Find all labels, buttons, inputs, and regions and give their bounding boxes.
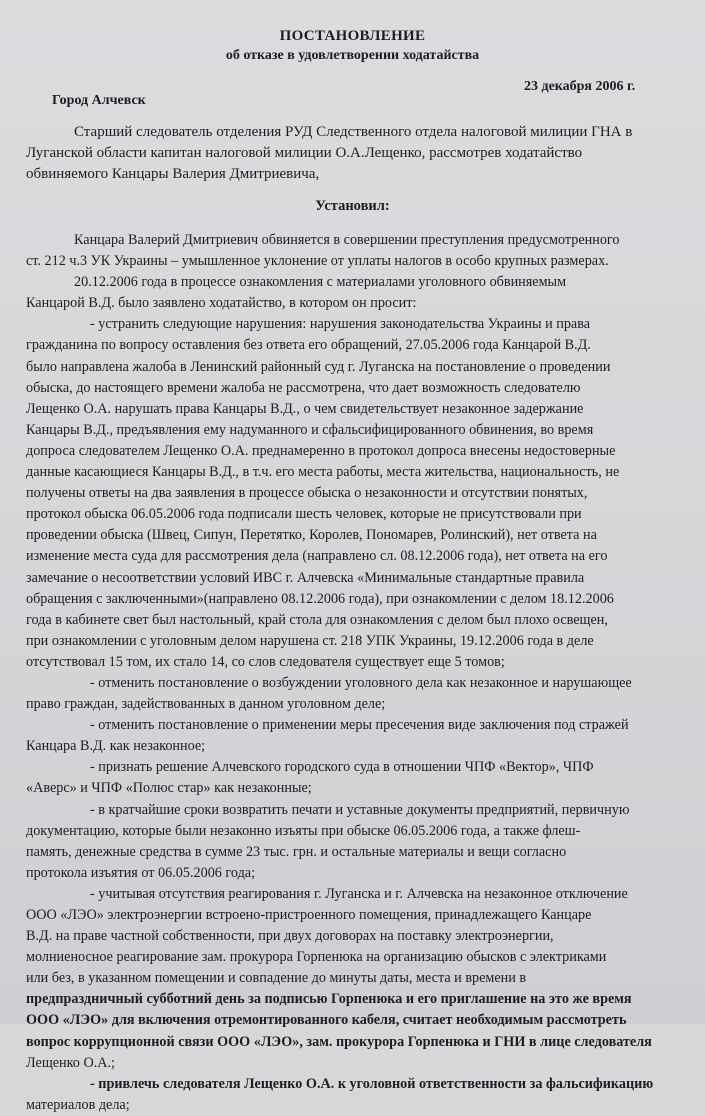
body-line: 20.12.2006 года в процессе ознакомления с материалами уголовного обвиняемым <box>74 274 567 291</box>
document-body <box>26 230 690 1116</box>
body-line: протокола изъятия от 06.05.2006 года; <box>26 864 256 881</box>
body-line: Канцарой В.Д. было заявлено ходатайство, в котором он просит: <box>26 295 417 312</box>
body-line: протокол обыска 06.05.2006 года подписали шесть человек, которые не присутствовали при <box>26 506 582 523</box>
body-line: предпраздничный субботний день за подписью Горпенюка и его приглашение на это же время <box>26 991 632 1008</box>
body-line: вопрос коррупционной связи ООО «ЛЭО», зам. прокурора Горпенюка и ГНИ в лице следователя <box>26 1033 652 1050</box>
body-line: при ознакомлении с уголовным делом нарушена ст. 218 УПК Украины, 19.12.2006 года в деле <box>26 632 594 649</box>
intro-paragraph <box>26 122 686 185</box>
body-line: «Аверс» и ЧПФ «Полюс стар» как незаконные; <box>26 780 312 797</box>
body-line: гражданина по вопросу оставления без ответа его обращений, 27.05.2006 года Канцарой В.Д. <box>26 337 591 354</box>
body-line: Канцары В.Д., предъявления ему надуманного и сфальсифицированного обвинения, во время <box>26 421 594 438</box>
body-line: Лещенко О.А. нарушать права Канцары В.Д., о чем свидетельствует незаконное задержание <box>26 400 584 417</box>
body-line: ООО «ЛЭО» для включения отремонтированного кабеля, считает необходимым рассмотреть <box>26 1012 627 1029</box>
intro-line: Старший следователь отделения РУД Следственного отдела налоговой милиции ГНА в <box>74 124 633 140</box>
document-city: Город Алчевск <box>52 93 146 108</box>
body-line: ст. 212 ч.3 УК Украины – умышленное уклонение от уплаты налогов в особо крупных размерах. <box>26 253 609 270</box>
body-line: - в кратчайшие сроки возвратить печати и уставные документы предприятий, первичную <box>90 801 630 818</box>
body-line: материалов дела; <box>26 1096 130 1113</box>
body-line: отсутствовал 15 том, их стало 14, со слов следователя существует еще 5 томов; <box>26 653 505 670</box>
body-line: обыска, до настоящего времени жалоба не рассмотрена, что дает возможность следователю <box>26 379 581 396</box>
body-line: проведении обыска (Швец, Сипун, Перетятко, Королев, Пономарев, Ролинский), нет ответа на <box>26 527 597 544</box>
body-line: - отменить постановление о возбуждении уголовного дела как незаконное и нарушающее <box>90 674 632 691</box>
body-line: Канцара Валерий Дмитриевич обвиняется в совершении преступления предусмотренного <box>74 232 620 248</box>
document-title: ПОСТАНОВЛЕНИЕ <box>279 28 426 44</box>
body-line: документацию, которые были незаконно изъяты при обыске 06.05.2006 года, а также флеш- <box>26 822 581 839</box>
body-line: изменение места суда для рассмотрения дела (направлено сл. 08.12.2006 года), нет ответа на его <box>26 548 608 565</box>
section-heading-ustanovil: Установил: <box>315 198 390 214</box>
document-date: 23 декабря 2006 г. <box>524 79 636 94</box>
body-line: - устранить следующие нарушения: нарушения законодательства Украины и права <box>90 316 591 333</box>
body-line: память, денежные средства в сумме 23 тыс. грн. и остальные материалы и вещи согласно <box>26 843 567 860</box>
body-line: - учитывая отсутствия реагирования г. Луганска и г. Алчевска на незаконное отключение <box>90 885 628 902</box>
body-line: замечание о несоответствии условий ИВС г. Алчевска «Минимальные стандартные правила <box>26 569 585 586</box>
body-line: ООО «ЛЭО» электроэнергии встроено-пристроенного помещения, принадлежащего Канцаре <box>26 907 592 923</box>
body-line: В.Д. на праве частной собственности, при двух договорах на поставку электроэнергии, <box>26 928 554 945</box>
body-line: - отменить постановление о применении меры пресечения виде заключения под стражей <box>90 717 629 734</box>
body-line: Канцара В.Д. как незаконное; <box>26 738 206 755</box>
document-subtitle: об отказе в удовлетворении ходатайства <box>225 48 480 63</box>
intro-line: Луганской области капитан налоговой милиции О.А.Лещенко, рассмотрев ходатайство <box>26 145 583 161</box>
body-line: обращения с заключенными»(направлено 08.12.2006 года), при ознакомлении с делом 18.12.2006 <box>26 590 614 607</box>
body-line: года в кабинете свет был настольный, край стола для ознакомления с делом был плохо освещен, <box>26 611 608 628</box>
body-line: получены ответы на два заявления в процессе обыска о незаконности и отсутствии понятых, <box>26 485 588 502</box>
body-line: допроса следователем Лещенко О.А. преднамеренно в протокол допроса внесены недостоверные <box>26 442 616 459</box>
body-line: - привлечь следователя Лещенко О.А. к уголовной ответственности за фальсификацию <box>90 1075 654 1092</box>
body-line: - признать решение Алчевского городского суда в отношении ЧПФ «Вектор», ЧПФ <box>90 759 594 776</box>
body-line: молниеносное реагирование зам. прокурора Горпенюка на организацию обысков с электриками <box>26 949 607 966</box>
body-line: данные касающиеся Канцары В.Д., в т.ч. его места работы, места жительства, национальность, не <box>26 464 620 481</box>
body-line: было направлена жалоба в Ленинский районный суд г. Луганска на постановление о проведении <box>26 358 611 375</box>
body-line: Лещенко О.А.; <box>26 1054 115 1071</box>
body-line: или без, в указанном помещении и совпадение до минуты даты, места и времени в <box>26 970 527 987</box>
intro-line: обвиняемого Канцары Валерия Дмитриевича, <box>26 166 320 182</box>
body-line: право граждан, задействованных в данном уголовном деле; <box>26 696 386 713</box>
